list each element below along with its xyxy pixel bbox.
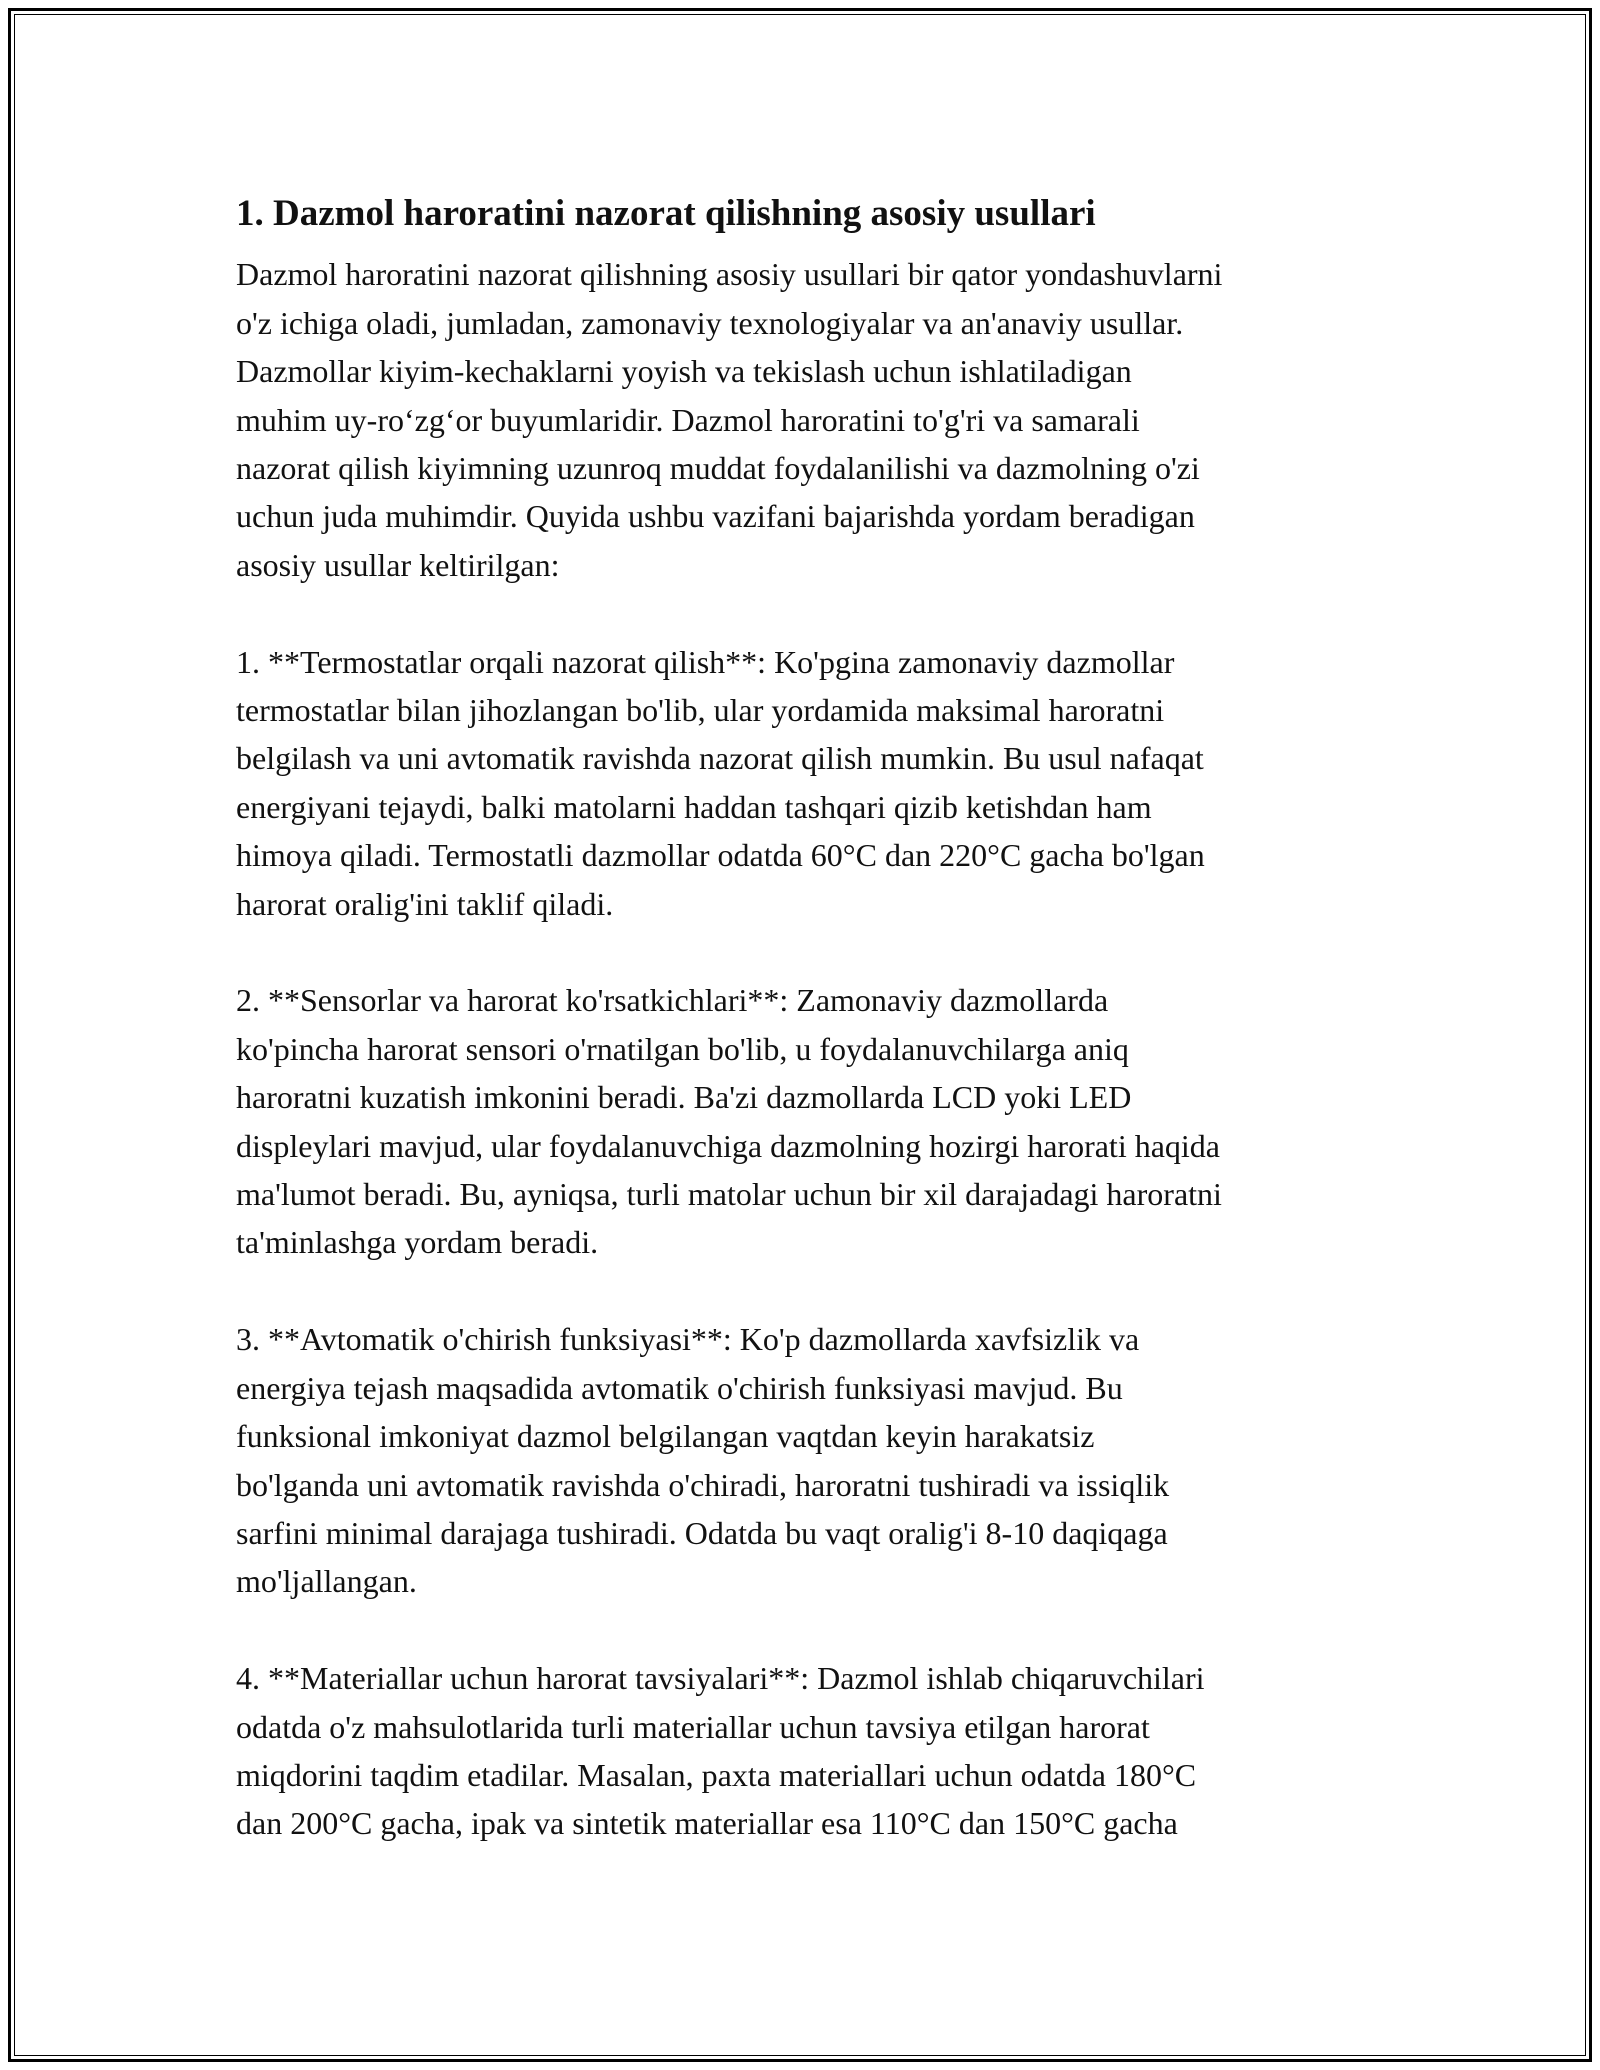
section-heading: 1. Dazmol haroratini nazorat qilishning asosiy usullari [236,193,1096,234]
list-item-auto-off: 3. **Avtomatik o'chirish funksiyasi**: Ko'p dazmollarda xavfsizlik va energiya tejash maqsadida avtomatik o'chirish funksiyasi mavjud. Bu funksional imkoniyat dazmol belgilangan vaqtdan keyin harakatsiz bo'lganda uni avtomatik ravishda o'chiradi, haroratni tushiradi va issiqlik sarfini minimal darajaga tushiradi. Odatda bu vaqt oralig'i 8-10 daqiqaga mo'ljallangan. [236,1321,1170,1600]
paragraph-gap [236,928,1386,976]
paragraph-gap [236,1267,1386,1315]
list-item-thermostats: 1. **Termostatlar orqali nazorat qilish**: Ko'pgina zamonaviy dazmollar termostatlar bilan jihozlangan bo'lib, ular yordamida maksimal haroratni belgilash va uni avtomatik ravishda nazorat qilish mumkin. Bu usul nafaqat energiyani tejaydi, balki matolarni haddan tashqari qizib ketishdan ham himoya qiladi. Termostatli dazmollar odatda 60°C dan 220°C gacha bo'lgan harorat oralig'ini taklif qiladi. [236,643,1205,922]
paragraph-gap [236,589,1386,637]
intro-paragraph: Dazmol haroratini nazorat qilishning asosiy usullari bir qator yondashuvlarni o'z ichiga oladi, jumladan, zamonaviy texnologiyalar va an'anaviy usullar. Dazmollar kiyim-kechaklarni yoyish va tekislash uchun ishlatiladigan muhim uy-ro‘zg‘or buyumlaridir. Dazmol haroratini to'g'ri va samarali nazorat qilish kiyimning uzunroq muddat foydalanilishi va dazmolning o'zi uchun juda muhimdir. Quyida ushbu vazifani bajarishda yordam beradigan asosiy usullar keltirilgan: [236,256,1223,583]
list-item-material-recommendations: 4. **Materiallar uchun harorat tavsiyalari**: Dazmol ishlab chiqaruvchilari odatda o'z mahsulotlarida turli materiallar uchun tavsiya etilgan harorat miqdorini taqdim etadilar. Masalan, paxta materiallari uchun odatda 180°C dan 200°C gacha, ipak va sintetik materiallar esa 110°C dan 150°C gacha [236,1660,1205,1842]
paragraph-gap [236,1606,1386,1654]
list-item-sensors: 2. **Sensorlar va harorat ko'rsatkichlari**: Zamonaviy dazmollarda ko'pincha harorat sensori o'rnatilgan bo'lib, u foydalanuvchilarga aniq haroratni kuzatish imkonini beradi. Ba'zi dazmollarda LCD yoki LED displeylari mavjud, ular foydalanuvchiga dazmolning hozirgi harorati haqida ma'lumot beradi. Bu, ayniqsa, turli matolar uchun bir xil darajadagi haroratni ta'minlashga yordam beradi. [236,982,1222,1261]
document-body [236,180,1386,1848]
